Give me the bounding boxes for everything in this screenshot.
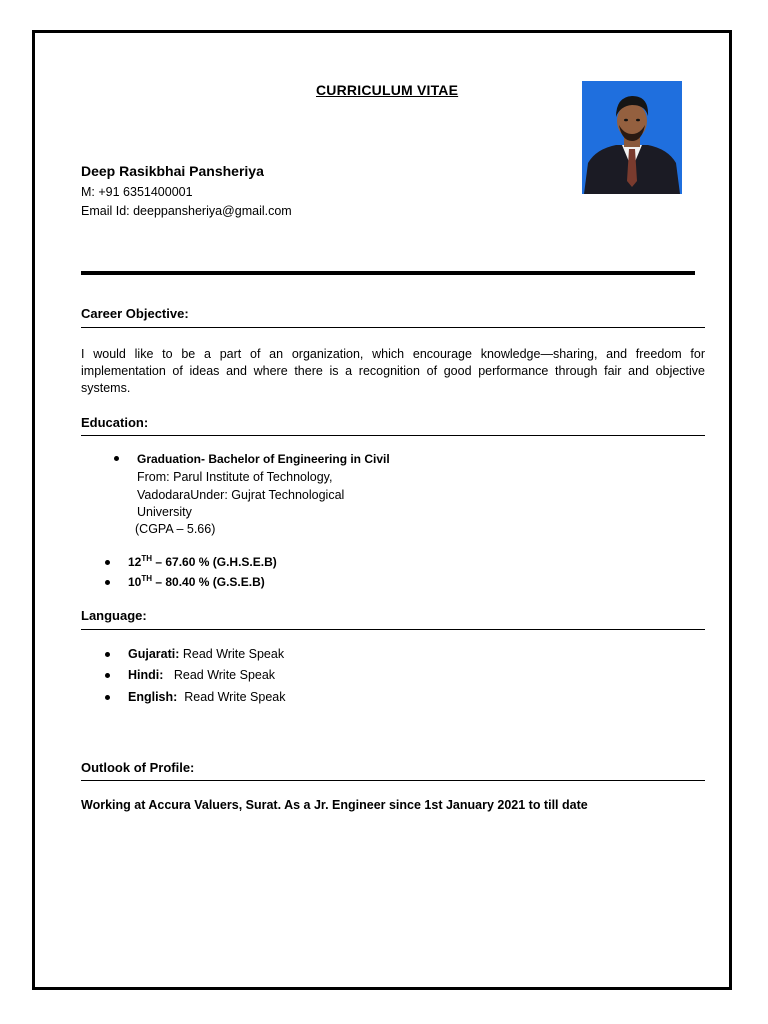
language-skills: Read Write Speak (177, 690, 286, 704)
bullet-icon (105, 673, 110, 678)
tenth-prefix: 10 (128, 575, 142, 589)
career-objective-heading: Career Objective: (81, 306, 189, 321)
section-divider (81, 629, 705, 630)
language-name: Gujarati: (128, 647, 180, 661)
bullet-icon (105, 580, 110, 585)
bullet-icon (105, 695, 110, 700)
graduation-title: Graduation- Bachelor of Engineering in Civil (137, 452, 390, 466)
section-divider (81, 435, 705, 436)
language-name: Hindi: (128, 668, 164, 682)
candidate-name: Deep Rasikbhai Pansheriya (81, 163, 264, 179)
twelfth-result (128, 554, 277, 569)
bullet-icon (114, 456, 119, 461)
outlook-text: Working at Accura Valuers, Surat. As a Jr. Engineer since 1st January 2021 to till date (81, 798, 588, 812)
education-heading: Education: (81, 415, 149, 430)
header-divider (81, 271, 695, 275)
document-title: CURRICULUM VITAE (316, 82, 459, 98)
career-objective-text: I would like to be a part of an organization, which encourage knowledge—sharing, and freedom for implementation of ideas and where there is a recognition of good performance through fair and objective systems. (81, 347, 705, 395)
profile-photo (582, 81, 682, 194)
graduation-line: From: Parul Institute of Technology, (137, 470, 333, 484)
section-divider (81, 327, 705, 328)
language-item-hindi (128, 667, 275, 685)
language-item-english (128, 689, 285, 707)
language-heading: Language: (81, 608, 147, 623)
bullet-icon (105, 652, 110, 657)
graduation-line: (CGPA – 5.66) (135, 522, 216, 536)
language-item-gujarati (128, 646, 284, 664)
section-divider (81, 780, 705, 781)
language-skills: Read Write Speak (179, 647, 285, 661)
person-photo-icon (582, 81, 682, 194)
language-skills: Read Write Speak (163, 668, 276, 682)
twelfth-sup: TH (141, 554, 153, 563)
language-name: English: (128, 690, 178, 704)
twelfth-prefix: 12 (128, 555, 142, 569)
bullet-icon (105, 560, 110, 565)
twelfth-rest: – 67.60 % (G.H.S.E.B) (152, 555, 277, 569)
tenth-result (128, 574, 265, 589)
outlook-heading: Outlook of Profile: (81, 760, 195, 775)
tenth-sup: TH (141, 574, 153, 583)
tenth-rest: – 80.40 % (G.S.E.B) (152, 575, 265, 589)
mobile-number: M: +91 6351400001 (81, 185, 193, 199)
graduation-line: VadodaraUnder: Gujrat Technological (137, 488, 345, 502)
email-address: Email Id: deeppansheriya@gmail.com (81, 204, 292, 218)
graduation-line: University (137, 505, 192, 519)
